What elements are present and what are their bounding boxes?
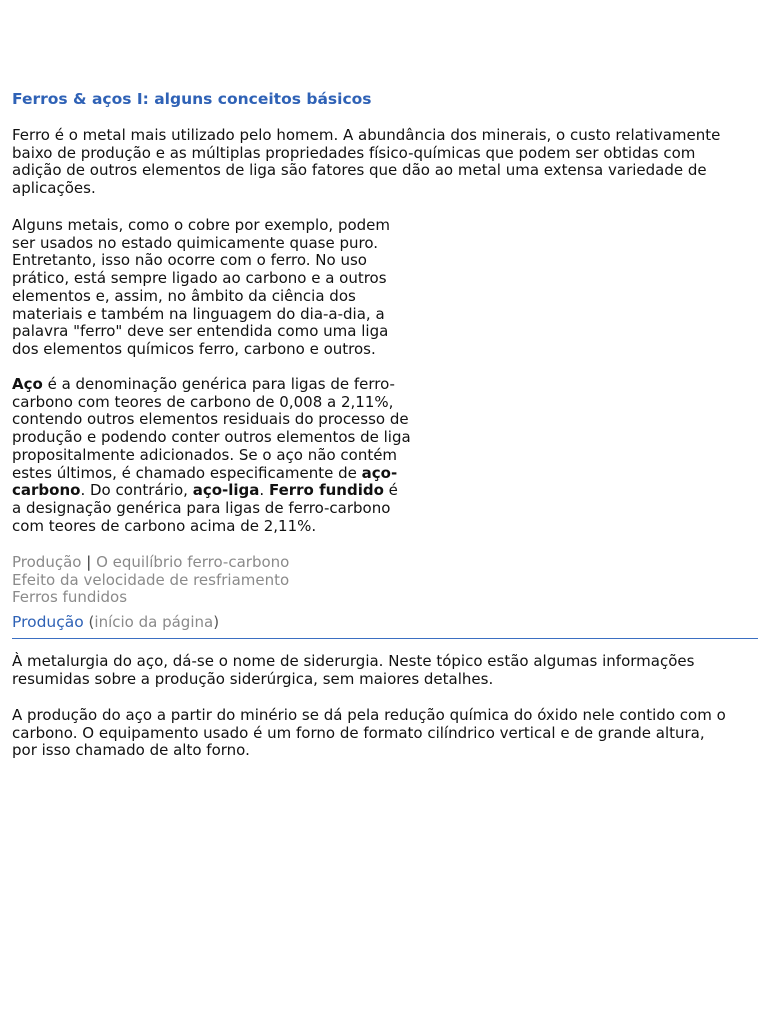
text-line: Ferro é o metal mais utilizado pelo homem. A abundância dos minerais, o custo relativamente <box>12 126 721 144</box>
text-span: é <box>383 481 398 500</box>
text-line: baixo de produção e as múltiplas propriedades físico-químicas que podem ser obtidas com <box>12 143 696 162</box>
links-line <box>12 554 289 572</box>
text-line: prático, está sempre ligado ao carbono e a outros <box>12 269 387 288</box>
text-line: aplicações. <box>12 179 96 198</box>
text-line: propositalmente adicionados. Se o aço não contém <box>12 445 398 464</box>
production-paragraph <box>12 707 726 760</box>
text-line: Alguns metais, como o cobre por exemplo, podem <box>12 216 391 234</box>
text-line: a designação genérica para ligas de ferro-carbono <box>12 498 391 517</box>
text-line <box>12 482 411 500</box>
text-span: estes últimos, é chamado especificamente de <box>12 463 362 482</box>
text-span: é a denominação genérica para ligas de ferro- <box>42 375 395 393</box>
text-line: dos elementos químicos ferro, carbono e outros. <box>12 339 376 358</box>
link-ferros-fundidos[interactable]: Ferros fundidos <box>12 588 128 607</box>
text-line: produção e podendo conter outros elementos de liga <box>12 428 411 447</box>
term-ferro-fundido: Ferro fundido <box>268 481 384 500</box>
text-line: Entretanto, isso não ocorre com o ferro. No uso <box>12 251 367 270</box>
term-aco-liga: aço-liga <box>192 481 260 500</box>
links-line <box>12 572 289 590</box>
text-span: . Do contrário, <box>80 481 193 500</box>
link-producao[interactable]: Produção <box>12 553 82 571</box>
text-line: adição de outros elementos de liga são fatores que dão ao metal uma extensa variedade de <box>12 161 707 180</box>
text-line: materiais e também na linguagem do dia-a-dia, a <box>12 304 385 323</box>
section-heading-producao <box>12 614 758 639</box>
link-equilibrio[interactable]: O equilíbrio ferro-carbono <box>96 553 290 571</box>
text-line: com teores de carbono acima de 2,11%. <box>12 516 317 535</box>
page-title: Ferros & aços I: alguns conceitos básicos <box>12 90 372 108</box>
paren-open: ( <box>88 613 95 631</box>
text-line: resumidas sobre a produção siderúrgica, sem maiores detalhes. <box>12 669 494 688</box>
link-separator: | <box>86 553 92 571</box>
text-line: ser usados no estado quimicamente quase puro. <box>12 233 379 252</box>
paren-close: ) <box>213 613 220 631</box>
text-line: À metalurgia do aço, dá-se o nome de siderurgia. Neste tópico estão algumas informações <box>12 652 695 670</box>
text-line: contendo outros elementos residuais do processo de <box>12 410 409 429</box>
text-line: elementos e, assim, no âmbito da ciência dos <box>12 286 356 305</box>
section-title: Produção <box>12 613 84 631</box>
link-top-of-page[interactable]: início da página <box>94 613 214 631</box>
text-line <box>12 465 411 483</box>
link-velocidade-resfriamento[interactable]: Efeito da velocidade de resfriamento <box>12 570 290 589</box>
text-line <box>12 376 411 394</box>
text-span: . <box>259 481 269 500</box>
text-line: palavra "ferro" deve ser entendida como uma liga <box>12 322 389 341</box>
topic-links <box>12 554 289 607</box>
term-aco-carbono-part2: carbono <box>12 481 81 500</box>
text-line: por isso chamado de alto forno. <box>12 741 250 760</box>
text-line: carbono com teores de carbono de 0,008 a 2,11%, <box>12 392 394 411</box>
text-line: A produção do aço a partir do minério se dá pela redução química do óxido nele contido com o <box>12 706 726 724</box>
metallurgy-paragraph <box>12 653 694 688</box>
text-line: carbono. O equipamento usado é um forno de formato cilíndrico vertical e de grande altura, <box>12 723 705 742</box>
term-aco: Aço <box>12 375 43 393</box>
metals-paragraph <box>12 217 390 359</box>
steel-definition-paragraph <box>12 376 411 535</box>
term-aco-carbono-part1: aço- <box>361 463 398 482</box>
links-line <box>12 589 289 607</box>
intro-paragraph <box>12 127 720 198</box>
